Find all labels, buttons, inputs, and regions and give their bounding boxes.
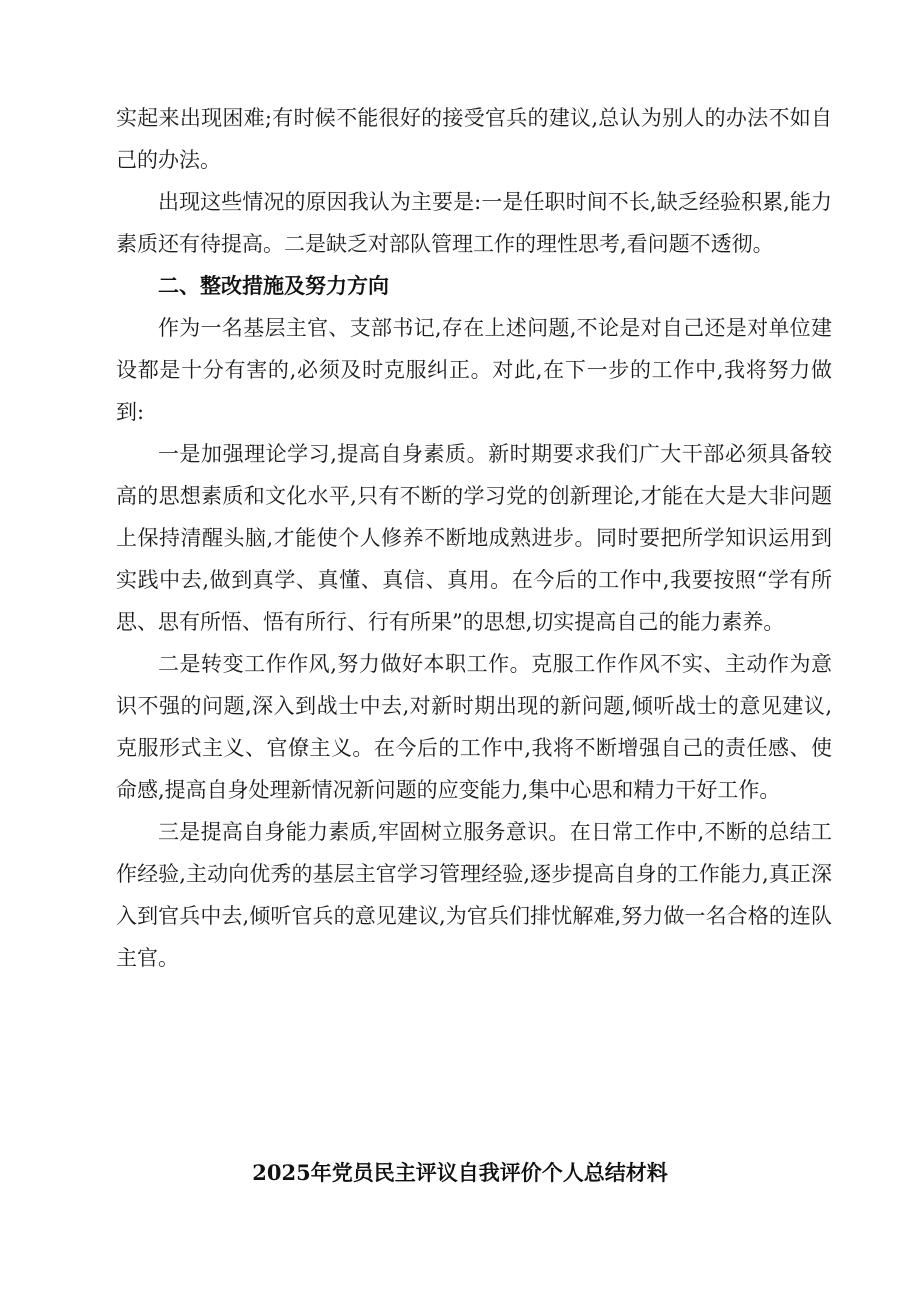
paragraph-measure-1: 一是加强理论学习,提高自身素质。新时期要求我们广大干部必须具备较高的思想素质和文化水平,只有不断的学习党的创新理论,才能在大是大非问题上保持清醒头脑,才能使个人修养不断地成熟进步。同时要把所学知识运用到实践中去,做到真学、真懂、真信、真用。在今后的工作中,我要按照“学有所思、思有所悟、悟有所行、行有所果”的思想,切实提高自己的能力素养。 bbox=[116, 442, 832, 634]
document-body bbox=[116, 97, 832, 979]
paragraph-intro: 作为一名基层主官、支部书记,存在上述问题,不论是对自己还是对单位建设都是十分有害的,必须及时克服纠正。对此,在下一步的工作中,我将努力做到: bbox=[116, 316, 832, 424]
section-heading: 二、整改措施及努力方向 bbox=[158, 274, 389, 298]
paragraph-measure-2: 二是转变工作作风,努力做好本职工作。克服工作作风不实、主动作为意识不强的问题,深入到战士中去,对新时期出现的新问题,倾听战士的意见建议,克服形式主义、官僚主义。在今后的工作中,我将不断增强自己的责任感、使命感,提高自身处理新情况新问题的应变能力,集中心思和精力干好工作。 bbox=[116, 652, 832, 802]
paragraph-measure-3: 三是提高自身能力素质,牢固树立服务意识。在日常工作中,不断的总结工作经验,主动向优秀的基层主官学习管理经验,逐步提高自身的工作能力,真正深入到官兵中去,倾听官兵的意见建议,为官兵们排忧解难,努力做一名合格的连队主官。 bbox=[116, 820, 832, 970]
next-document-title: 2025年党员民主评议自我评价个人总结材料 bbox=[252, 1160, 668, 1185]
paragraph-continuation: 实起来出现困难;有时候不能很好的接受官兵的建议,总认为别人的办法不如自己的办法。 bbox=[116, 106, 832, 172]
paragraph-causes: 出现这些情况的原因我认为主要是:一是任职时间不长,缺乏经验积累,能力素质还有待提高。二是缺乏对部队管理工作的理性思考,看问题不透彻。 bbox=[116, 190, 832, 256]
